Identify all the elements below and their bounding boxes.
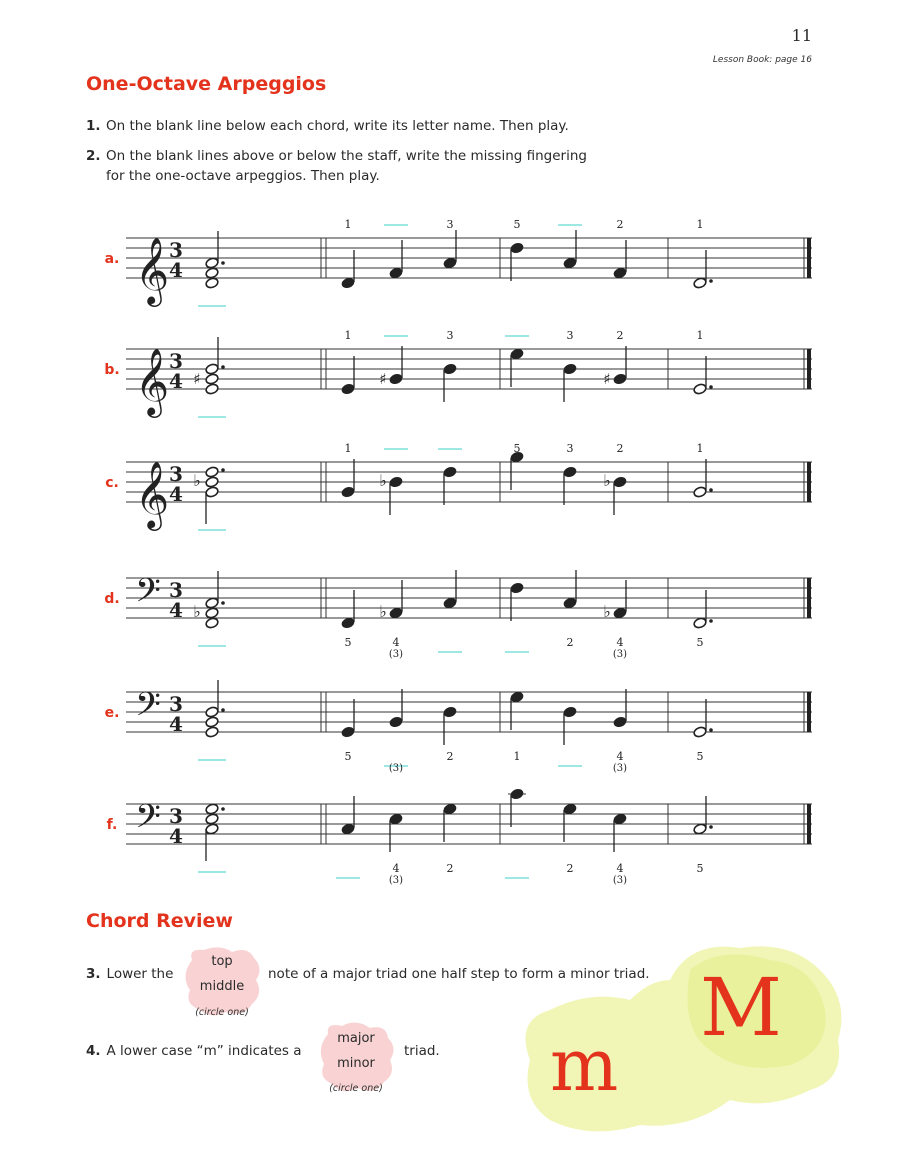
chord-notehead [205, 476, 219, 488]
duration-dot [221, 708, 225, 712]
fingering-number: 1 [696, 442, 704, 455]
chord-notehead [205, 277, 219, 289]
fingering-number: 1 [344, 442, 352, 455]
treble-clef-icon: 𝄞 [134, 347, 170, 415]
quarter-notehead [563, 363, 577, 375]
fingering-number: 5 [344, 750, 352, 763]
duration-dot [221, 601, 225, 605]
duration-dot [709, 728, 713, 732]
quarter-notehead [613, 476, 627, 488]
question-4-prefix: A lower case “m” indicates a [106, 1043, 302, 1059]
instruction-number: 1. [86, 118, 101, 134]
fingering-number: 1 [696, 218, 704, 231]
choice-option-top[interactable]: top [211, 954, 233, 969]
flat-icon: ♭ [193, 602, 201, 621]
sharp-icon: ♯ [193, 370, 201, 388]
quarter-notehead [389, 476, 403, 488]
question-number: 4. [86, 1043, 101, 1059]
chord-notehead [205, 823, 219, 835]
quarter-notehead [510, 582, 524, 594]
instruction-text: On the blank line below each chord, write its letter name. Then play. [106, 118, 569, 134]
fingering-number: 2 [566, 636, 574, 649]
fingering-number: 3 [566, 442, 574, 455]
quarter-notehead [341, 277, 355, 289]
fingering-number: 2 [616, 329, 624, 342]
quarter-notehead [341, 726, 355, 738]
chord-notehead [205, 466, 219, 478]
exercise-f [107, 788, 812, 878]
quarter-notehead [341, 617, 355, 629]
chord-notehead [205, 486, 219, 498]
fingering-number: 4 [616, 862, 624, 875]
quarter-notehead [389, 267, 403, 279]
bass-clef-icon: 𝄢 [135, 686, 161, 732]
fingering-number: 3 [566, 329, 574, 342]
exercise-label: c. [105, 475, 119, 491]
choice-major-minor [316, 1022, 396, 1098]
exercise-e [105, 680, 812, 766]
chord-notehead [205, 257, 219, 269]
quarter-notehead [613, 716, 627, 728]
chord-notehead [205, 617, 219, 629]
final-barline-thick [807, 349, 811, 389]
fingering-number: 5 [696, 636, 704, 649]
treble-clef-icon: 𝄞 [134, 236, 170, 304]
time-signature-top: 3 [169, 349, 183, 373]
half-notehead [693, 617, 707, 629]
lesson-book-reference: Lesson Book: page 16 [712, 55, 812, 65]
time-signature-top: 3 [169, 804, 183, 828]
quarter-notehead [613, 373, 627, 385]
question-3-prefix: Lower the [106, 966, 174, 982]
quarter-notehead [389, 373, 403, 385]
fingering-number: 2 [566, 862, 574, 875]
page-number: 11 [791, 26, 812, 45]
fingering-number: 1 [513, 750, 521, 763]
time-signature-bottom: 4 [169, 712, 183, 736]
fingering-number: 4 [392, 636, 400, 649]
quarter-notehead [341, 383, 355, 395]
flat-icon: ♭ [379, 471, 387, 490]
duration-dot [221, 468, 225, 472]
fingering-number: 3 [446, 329, 454, 342]
chord-notehead [205, 716, 219, 728]
time-signature-top: 3 [169, 462, 183, 486]
treble-clef-icon: 𝄞 [134, 460, 170, 528]
alternate-fingering: (3) [612, 875, 628, 886]
time-signature-top: 3 [169, 578, 183, 602]
fingering-number: 1 [696, 329, 704, 342]
instruction-text-continued: for the one-octave arpeggios. Then play. [106, 168, 380, 184]
quarter-notehead [563, 706, 577, 718]
chord-notehead [205, 597, 219, 609]
instruction-number: 2. [86, 148, 101, 164]
half-notehead [693, 726, 707, 738]
quarter-notehead [510, 348, 524, 360]
quarter-notehead [341, 486, 355, 498]
flat-icon: ♭ [379, 602, 387, 621]
duration-dot [221, 807, 225, 811]
exercise-d [104, 570, 812, 652]
chord-letters-illustration [520, 940, 850, 1140]
quarter-notehead [613, 267, 627, 279]
choice-option-minor[interactable]: minor [337, 1056, 375, 1071]
quarter-notehead [443, 466, 457, 478]
fingering-number: 2 [446, 750, 454, 763]
quarter-notehead [613, 607, 627, 619]
fingering-number: 5 [513, 442, 521, 455]
quarter-notehead [443, 706, 457, 718]
exercise-label: b. [104, 362, 120, 378]
fingering-number: 4 [616, 750, 624, 763]
section-title-chord-review: Chord Review [86, 910, 233, 932]
bass-clef-icon: 𝄢 [135, 798, 161, 844]
quarter-notehead [341, 823, 355, 835]
choice-option-major[interactable]: major [337, 1031, 375, 1046]
chord-notehead [205, 373, 219, 385]
chord-notehead [205, 363, 219, 375]
time-signature-top: 3 [169, 692, 183, 716]
duration-dot [709, 488, 713, 492]
alternate-fingering: (3) [388, 649, 404, 660]
flat-icon: ♭ [603, 471, 611, 490]
quarter-notehead [389, 813, 403, 825]
chord-notehead [205, 607, 219, 619]
exercise-label: f. [106, 817, 118, 833]
question-4 [86, 1043, 302, 1059]
chord-notehead [205, 267, 219, 279]
question-4-suffix: triad. [404, 1043, 440, 1059]
final-barline-thick [807, 462, 811, 502]
chord-notehead [205, 383, 219, 395]
half-notehead [693, 277, 707, 289]
fingering-number: 5 [696, 750, 704, 763]
sharp-icon: ♯ [379, 370, 387, 388]
fingering-number: 5 [344, 636, 352, 649]
duration-dot [709, 619, 713, 623]
exercise-a [105, 225, 812, 307]
fingering-number: 2 [446, 862, 454, 875]
alternate-fingering: (3) [612, 649, 628, 660]
choice-option-middle[interactable]: middle [199, 979, 245, 994]
chord-notehead [205, 813, 219, 825]
alternate-fingering: (3) [388, 875, 404, 886]
chord-notehead [205, 726, 219, 738]
chord-notehead [205, 706, 219, 718]
question-3 [86, 966, 173, 982]
half-notehead [693, 383, 707, 395]
time-signature-top: 3 [169, 238, 183, 262]
time-signature-bottom: 4 [169, 598, 183, 622]
quarter-notehead [389, 607, 403, 619]
quarter-notehead [443, 257, 457, 269]
fingering-number: 5 [696, 862, 704, 875]
fingering-number: 4 [616, 636, 624, 649]
quarter-notehead [510, 788, 524, 800]
question-3-suffix: note of a major triad one half step to form a minor triad. [268, 966, 650, 982]
fingering-number: 1 [344, 218, 352, 231]
exercise-c [105, 449, 812, 531]
half-notehead [693, 486, 707, 498]
quarter-notehead [443, 803, 457, 815]
quarter-notehead [563, 257, 577, 269]
duration-dot [221, 261, 225, 265]
exercise-label: a. [104, 251, 120, 267]
fingering-number: 5 [513, 218, 521, 231]
fingering-number: 2 [616, 218, 624, 231]
flat-icon: ♭ [603, 602, 611, 621]
uppercase-m-letter: M [700, 961, 782, 1054]
final-barline-thick [807, 692, 811, 732]
fingering-number: 2 [616, 442, 624, 455]
quarter-notehead [613, 813, 627, 825]
exercise-b [104, 336, 812, 418]
choice-hint: (circle one) [195, 1007, 249, 1018]
exercise-label: d. [104, 591, 120, 607]
time-signature-bottom: 4 [169, 369, 183, 393]
exercise-label: e. [104, 705, 120, 721]
quarter-notehead [510, 242, 524, 254]
fingering-number: 1 [344, 329, 352, 342]
quarter-notehead [443, 363, 457, 375]
quarter-notehead [563, 803, 577, 815]
duration-dot [709, 279, 713, 283]
chord-notehead [205, 803, 219, 815]
time-signature-bottom: 4 [169, 482, 183, 506]
final-barline-thick [807, 804, 811, 844]
quarter-notehead [389, 716, 403, 728]
bass-clef-icon: 𝄢 [135, 572, 161, 618]
alternate-fingering: (3) [612, 763, 628, 774]
quarter-notehead [563, 597, 577, 609]
duration-dot [709, 385, 713, 389]
duration-dot [709, 825, 713, 829]
fingering-number: 4 [392, 862, 400, 875]
alternate-fingering: (3) [388, 763, 404, 774]
time-signature-bottom: 4 [169, 258, 183, 282]
choice-top-middle [182, 946, 262, 1022]
quarter-notehead [510, 691, 524, 703]
quarter-notehead [443, 597, 457, 609]
duration-dot [221, 365, 225, 369]
flat-icon: ♭ [193, 471, 201, 490]
fingering-number: 3 [446, 218, 454, 231]
instruction-text: On the blank lines above or below the staff, write the missing fingering [106, 148, 587, 164]
half-notehead [693, 823, 707, 835]
lowercase-m-letter: m [550, 1023, 619, 1107]
time-signature-bottom: 4 [169, 824, 183, 848]
quarter-notehead [563, 466, 577, 478]
section-title-arpeggios: One-Octave Arpeggios [86, 73, 327, 95]
choice-hint: (circle one) [329, 1083, 383, 1094]
final-barline-thick [807, 578, 811, 618]
final-barline-thick [807, 238, 811, 278]
question-number: 3. [86, 966, 101, 982]
sharp-icon: ♯ [603, 370, 611, 388]
